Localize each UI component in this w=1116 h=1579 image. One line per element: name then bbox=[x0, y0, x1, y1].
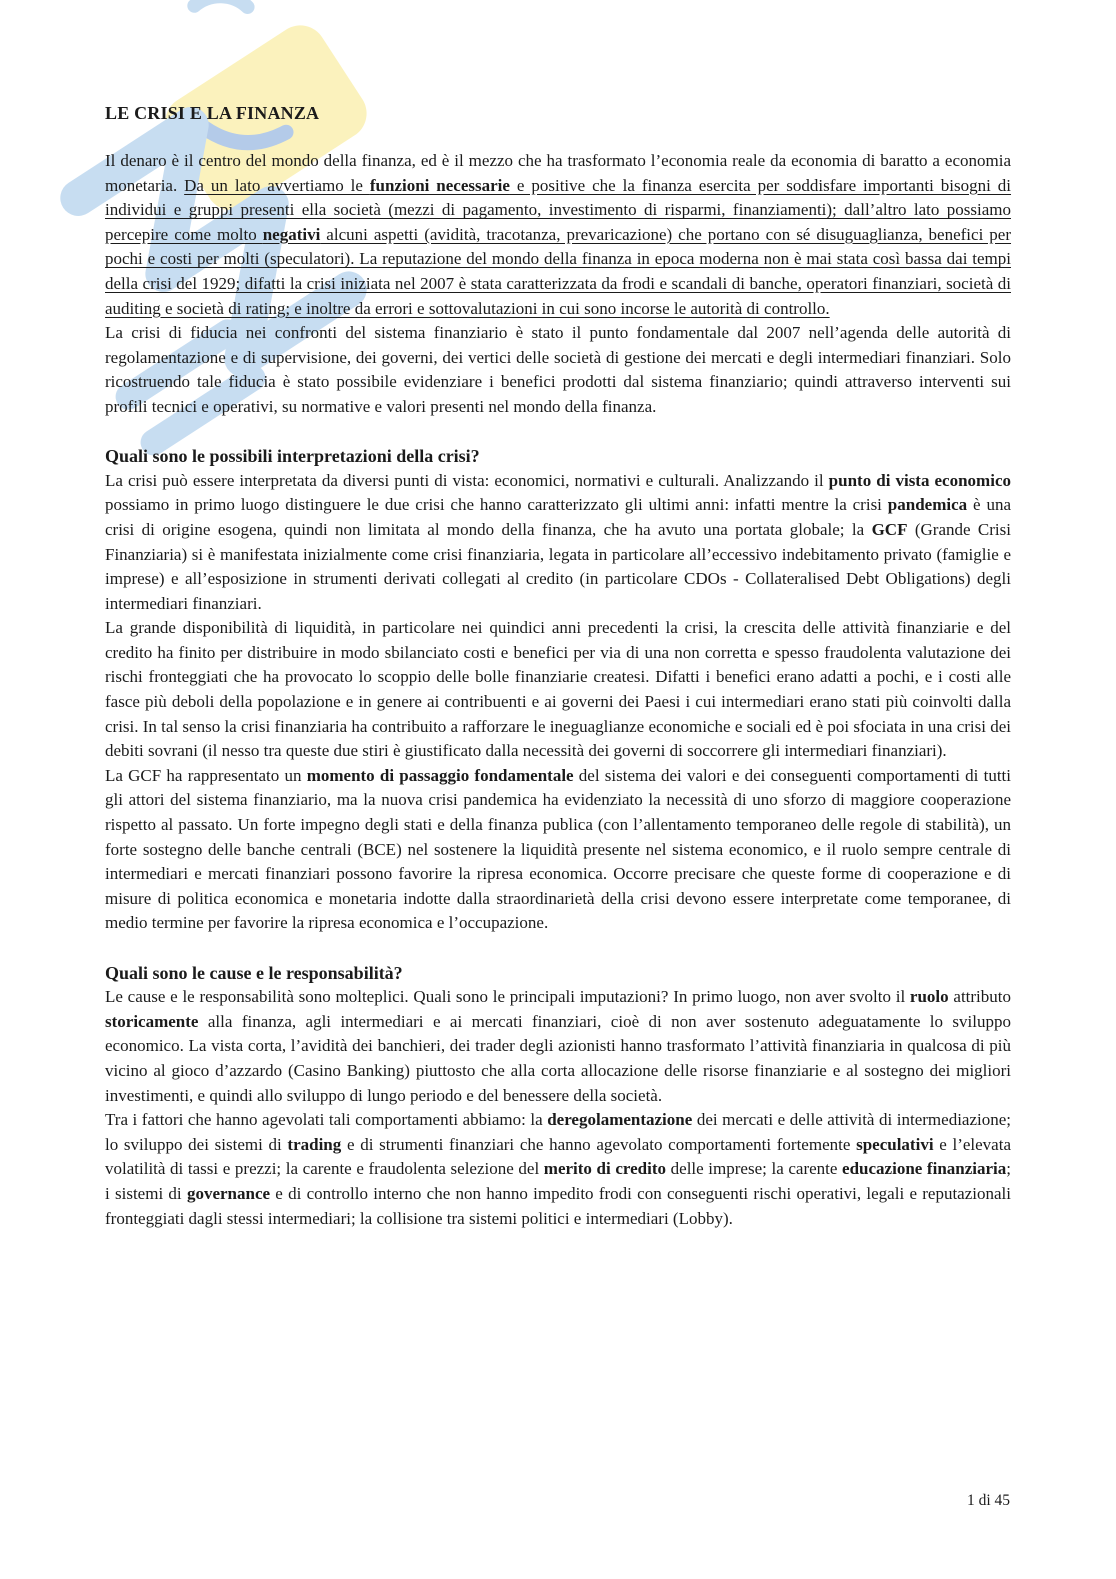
document-title: LE CRISI E LA FINANZA bbox=[105, 103, 320, 123]
paragraph bbox=[105, 985, 1011, 1108]
paragraph bbox=[105, 469, 1011, 617]
text-run: Le cause e le responsabilità sono molteplici. Quali sono le principali imputazioni? In primo luogo, non aver svolto il bbox=[105, 987, 910, 1007]
document-body bbox=[105, 149, 1011, 1231]
text-run: La crisi può essere interpretata da diversi punti di vista: economici, normativi e culturali. Analizzando il bbox=[105, 470, 829, 490]
text-run: deregolamentazione bbox=[547, 1110, 693, 1130]
text-run: delle imprese; la carente bbox=[666, 1159, 843, 1179]
text-run: alla finanza, agli intermediari e ai mercati finanziari, cioè di non aver sostenuto adeguatamente lo sviluppo economico. La vista corta, l’avidità dei banchieri, dei trader degli azionisti hanno trasformato l’attività finanziaria in qualcosa di più vicino al gioco d’azzardo (Casino Banking) piuttosto che alla corta allocazione delle risorse finanziarie e al sostegno dei migliori investimenti, e quindi allo sviluppo di lungo periodo e del benessere della società. bbox=[105, 1011, 1011, 1105]
paragraph bbox=[105, 321, 1011, 419]
text-run: governance bbox=[186, 1183, 271, 1203]
text-run: dei mercati e delle attività di intermediazione; lo sviluppo dei sistemi di bbox=[105, 1110, 1011, 1154]
text-run: GCF bbox=[871, 519, 908, 539]
text-run: del sistema dei valori e dei conseguenti comportamenti di tutti gli attori del sistema finanziario, ma la nuova crisi pandemica ha evidenziato la necessità di uno sforzo di maggiore cooperazione rispetto al passato. Un forte impegno degli stati e della finanza publica (con l’allentamento temporaneo delle regole di stabilità), un forte sostegno delle banche centrali (BCE) nel sostenere la liquidità presente nel sistema economico, e il ruolo sempre centrale di intermediari e mercati finanziari possono favorire la ripresa economica. Occorre precisare che queste forme di cooperazione e di misure di politica economica e monetaria indotte dalla straordinarietà della crisi devono essere interpretate come temporanee, di medio termine per favorire la ripresa economica e l’occupazione. bbox=[105, 765, 1011, 933]
paragraph bbox=[105, 1108, 1011, 1231]
text-run: e l’elevata volatilità di tassi e prezzi; la carente e fraudolenta selezione del bbox=[105, 1134, 1011, 1179]
paragraph bbox=[105, 149, 1011, 321]
text-run: momento di passaggio fondamentale bbox=[306, 765, 574, 785]
text-run: e positive che la finanza esercita per soddisfare importanti bisogni di individui e gruppi presenti ella società (mezzi di pagamento, investimento di risparmi, finanziamenti); dall’altro lato possiamo percepire come molto bbox=[105, 175, 1012, 244]
text-run: storicamente bbox=[105, 1011, 199, 1031]
text-run: negativi bbox=[262, 224, 321, 244]
text-run: Tra i fattori che hanno agevolati tali comportamenti abbiamo: la bbox=[105, 1110, 548, 1130]
document-content bbox=[105, 103, 1011, 1231]
text-run: attributo bbox=[948, 987, 1012, 1007]
text-run: La GCF ha rappresentato un bbox=[105, 765, 307, 785]
text-run: Quali sono le cause e le responsabilità? bbox=[105, 962, 403, 983]
page-number: 1 di 45 bbox=[966, 1492, 1010, 1509]
text-run: Il denaro è il centro del mondo della finanza, ed è il mezzo che ha trasformato l’economia reale da economia di baratto a economia monetaria. bbox=[105, 151, 1011, 195]
text-run: e di controllo interno che non hanno impedito frodi con conseguenti rischi operativi, legali e reputazionali fronteggiati dagli stessi intermediari; la collisione tra sistemi politici e intermediari (Lobby). bbox=[105, 1183, 1011, 1228]
text-run: funzioni necessarie bbox=[369, 175, 510, 195]
text-run: possiamo in primo luogo distinguere le due crisi che hanno caratterizzato gli ultimi anni: infatti mentre la crisi bbox=[105, 495, 888, 515]
text-run: è una crisi di origine esogena, quindi non limitata al mondo della finanza, che ha avuto una portata globale; la bbox=[105, 495, 1011, 539]
text-run: La grande disponibilità di liquidità, in particolare nei quindici anni precedenti la crisi, la crescita delle attività finanziarie e del credito ha finito per distribuire in modo sbilanciato costi e benefici per via di una non corretta e spesso fraudolenta valutazione dei rischi fronteggiati che ha provocato lo scoppio delle bolle finanziarie createsi. Difatti i benefici erano adatti a pochi, e i costi alle fasce più deboli della popolazione e in genere ai contribuenti e ai governi dei Paesi i cui intermediari erano stati più coinvolti dalla crisi. In tal senso la crisi finanziaria ha contribuito a rafforzare le ineguaglianze economiche e sociali ed è poi sfociata in una crisi dei debiti sovrani (il nesso tra queste due stiri è giustificato dalla necessità dei governi di soccorrere gli intermediari finanziari). bbox=[105, 618, 1011, 761]
paragraph bbox=[105, 616, 1011, 764]
text-run: Da un lato avvertiamo le bbox=[184, 175, 370, 195]
watermark-blue-arc bbox=[194, 0, 247, 31]
text-run: speculativi bbox=[856, 1134, 934, 1154]
section-heading bbox=[105, 961, 1011, 986]
section-heading bbox=[105, 444, 1011, 469]
text-run: (Grande Crisi Finanziaria) si è manifestata inizialmente come crisi finanziaria, legata in particolare all’eccessivo indebitamento privato (famiglie e imprese) e all’esposizione in strumenti derivati collegati al credito (in particolare CDOs - Collateralised Debt Obligations) degli intermediari finanziari. bbox=[105, 519, 1011, 613]
text-run: educazione finanziaria bbox=[842, 1159, 1007, 1179]
text-run: alcuni aspetti (avidità, tracotanza, prevaricazione) che portano con sé disuguaglianza, benefici per pochi e costi per molti (speculatori). La reputazione del mondo della finanza in epoca moderna non è mai stata così bassa dai tempi della crisi del 1929; difatti la crisi iniziata nel 2007 è stata caratterizzata da frodi e scandali di banche, operatori finanziari, società di auditing e società di rating; e inoltre da errori e sottovalutazioni in cui sono incorse le autorità di controllo. bbox=[105, 224, 1012, 318]
text-run: pandemica bbox=[887, 495, 968, 515]
text-run: punto di vista economico bbox=[828, 470, 1011, 490]
text-run: ruolo bbox=[909, 987, 949, 1007]
text-run: merito di credito bbox=[543, 1159, 667, 1179]
text-run: Quali sono le possibili interpretazioni della crisi? bbox=[105, 446, 480, 467]
text-run: ; i sistemi di bbox=[105, 1159, 1012, 1203]
paragraph bbox=[105, 764, 1011, 936]
text-run: trading bbox=[287, 1134, 342, 1154]
text-run: La crisi di fiducia nei confronti del sistema finanziario è stato il punto fondamentale dal 2007 nell’agenda delle autorità di regolamentazione e di supervisione, dei governi, dei vertici delle società di gestione dei mercati e degli intermediari finanziari. Solo ricostruendo tale fiducia è stato possibile evidenziare i benefici prodotti dal sistema finanziario; quindi attraverso interventi sui profili tecnici e operativi, su normative e valori presenti nel mondo della finanza. bbox=[105, 323, 1011, 416]
text-run: e di strumenti finanziari che hanno agevolato comportamenti fortemente bbox=[341, 1134, 857, 1154]
